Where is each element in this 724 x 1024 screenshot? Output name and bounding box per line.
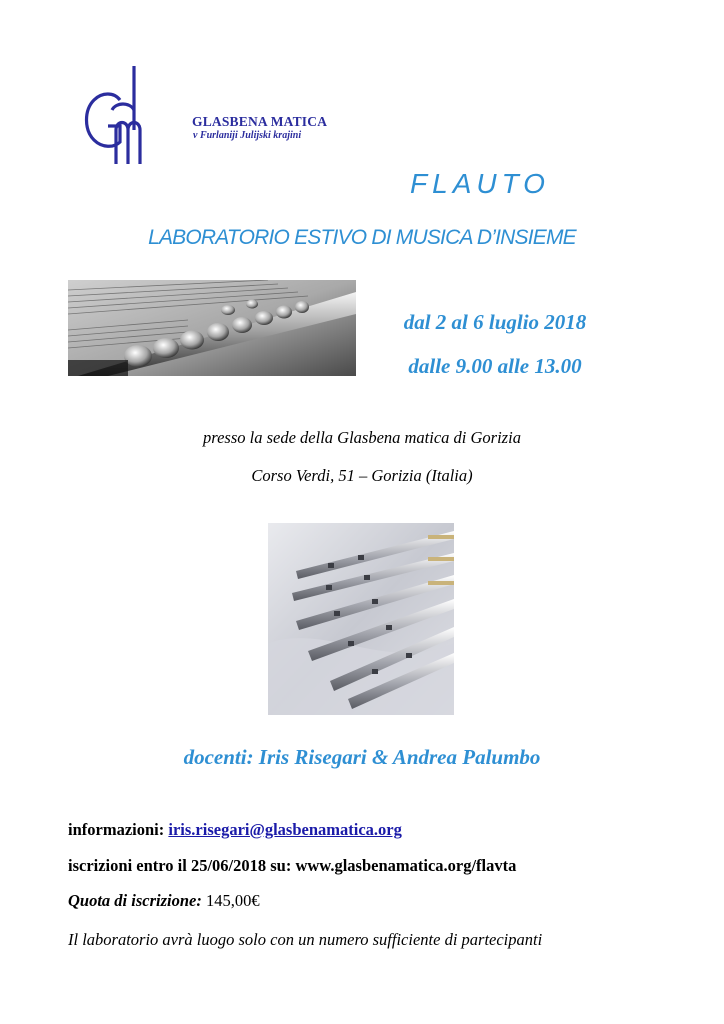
event-hours: dalle 9.00 alle 13.00 (408, 354, 582, 378)
contact-label: informazioni: (68, 820, 169, 839)
contact-line (68, 820, 402, 840)
event-dates: dal 2 al 6 luglio 2018 (403, 310, 587, 334)
fee-line (68, 891, 260, 911)
fee-label: Quota di iscrizione: (68, 891, 202, 910)
logo-subtitle: v Furlaniji Julijski krajini (193, 130, 302, 141)
event-address: Corso Verdi, 51 – Gorizia (Italia) (251, 466, 473, 485)
logo-name: GLASBENA MATICA (192, 114, 328, 129)
gm-monogram-icon (80, 64, 192, 174)
flute-sheet-music-image (68, 280, 356, 376)
logo (80, 64, 328, 174)
fee-value: 145,00€ (201, 891, 260, 910)
contact-email-link[interactable]: iris.risegari@glasbenamatica.org (168, 820, 402, 839)
page-subtitle: LABORATORIO ESTIVO DI MUSICA D’INSIEME (148, 226, 576, 249)
event-venue: presso la sede della Glasbena matica di Gorizia (203, 428, 521, 447)
participation-note: Il laboratorio avrà luogo solo con un numero sufficiente di partecipanti (68, 930, 543, 949)
flutes-fan-image (268, 523, 454, 715)
registration-line: iscrizioni entro il 25/06/2018 su: www.glasbenamatica.org/flavta (68, 856, 517, 875)
teachers: docenti: Iris Risegari & Andrea Palumbo (183, 745, 541, 769)
page-title: FLAUTO (410, 168, 550, 199)
